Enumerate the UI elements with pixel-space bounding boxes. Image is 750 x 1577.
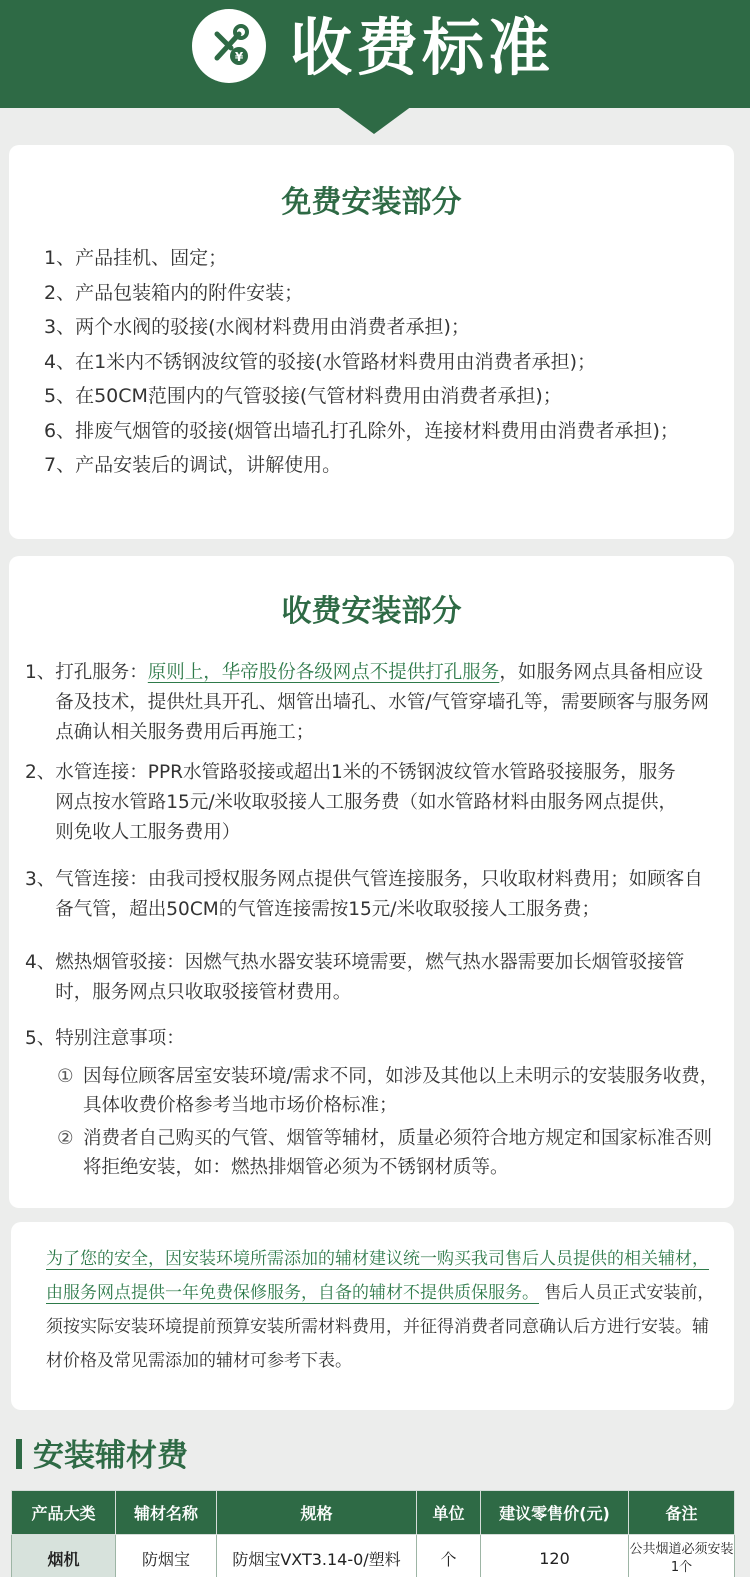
- paid-item-water-pipe: 2、 水管连接：PPR水管路驳接或超出1米的不锈钢波纹管水管路驳接服务，服务网点按水管路15元/米收取驳接人工服务费（如水管路材料由服务网点提供，则免收人工服务费用）: [25, 762, 678, 843]
- paid-item-gas-pipe: 3、 气管连接：由我司授权服务网点提供气管连接服务，只收取材料费用；如顾客自备气管，超出50CM的气管连接需按15元/米收取驳接人工服务费；: [25, 869, 703, 920]
- free-items-list: [44, 241, 724, 483]
- materials-fee-table: [11, 1490, 735, 1577]
- list-item: 7、 产品安装后的调试，讲解使用。: [44, 454, 342, 476]
- materials-section-title: 安装辅材费: [33, 1438, 188, 1474]
- table-cell: 120: [481, 1535, 629, 1577]
- table-row: [12, 1535, 735, 1577]
- table-cell: 防烟宝VXT3.14-0/塑料: [217, 1535, 417, 1577]
- svg-text:¥: ¥: [234, 50, 244, 64]
- table-header-row: [12, 1491, 735, 1535]
- list-item: 5、 在50CM范围内的气管驳接(气管材料费用由消费者承担)；: [44, 385, 562, 407]
- list-item: 4、 在1米内不锈钢波纹管的驳接(水管路材料费用由消费者承担)；: [44, 350, 597, 373]
- page-title: 收费标准: [290, 11, 555, 84]
- paid-installation-card: [9, 556, 734, 1208]
- column-header: 辅材名称: [116, 1491, 217, 1535]
- table-cell: 烟机: [12, 1535, 116, 1577]
- list-item: 1、 产品挂机、固定；: [44, 247, 228, 269]
- table-cell: 公共烟道必须安装1个: [629, 1535, 735, 1577]
- banner-pointer: [336, 106, 412, 134]
- special-note-1: ① 因每位顾客居室安装环境/需求不同，如涉及其他以上未明示的安装服务收费，具体收费价格参考当地市场价格标准；: [57, 1066, 719, 1116]
- list-item: 2、 产品包装箱内的附件安装；: [44, 281, 304, 304]
- notice-text: [46, 1242, 716, 1378]
- special-note-2: ② 消费者自己购买的气管、烟管等辅材，质量必须符合地方规定和国家标准否则将拒绝安装，如：燃热排烟管必须为不锈钢材质等。: [57, 1128, 713, 1178]
- free-installation-card: [9, 145, 734, 539]
- column-header: 单位: [417, 1491, 481, 1535]
- table-cell: 防烟宝: [116, 1535, 217, 1577]
- column-header: 建议零售价(元): [481, 1491, 629, 1535]
- notice-highlight: 为了您的安全，因安装环境所需添加的辅材建议统一购买我司售后人员提供的相关辅材，由服务网点提供一年免费保修服务，自备的辅材不提供质保服务。: [46, 1249, 709, 1303]
- column-header: 产品大类: [12, 1491, 116, 1535]
- notice-card: [11, 1222, 734, 1410]
- paid-section-title: 收费安装部分: [281, 594, 462, 629]
- drilling-policy-highlight: 原则上，华帝股份各级网点不提供打孔服务: [147, 662, 500, 683]
- column-header: 备注: [629, 1491, 735, 1535]
- paid-item-drilling: 1、 打孔服务：原则上，华帝股份各级网点不提供打孔服务，如服务网点具备相应设备及技术，提供灶具开孔、烟管出墙孔、水管/气管穿墙孔等，需要顾客与服务网点确认相关服务费用后再施工；: [25, 662, 710, 743]
- table-cell: 个: [417, 1535, 481, 1577]
- section-accent-bar: [16, 1439, 22, 1469]
- list-item: 3、 两个水阀的驳接(水阀材料费用由消费者承担)；: [44, 316, 470, 338]
- list-item: 6、 排废气烟管的驳接(烟管出墙孔打孔除外，连接材料费用由消费者承担)；: [44, 419, 679, 442]
- notice-body: 售后人员正式安装前，须按实际安装环境提前预算安装所需材料费用，并征得消费者同意确认后方进行安装。辅材价格及常见需添加的辅材可参考下表。: [46, 1283, 715, 1371]
- paid-item-special-notes: 5、 特别注意事项：: [25, 1028, 185, 1049]
- column-header: 规格: [217, 1491, 417, 1535]
- wrench-yuan-icon: [192, 9, 266, 83]
- paid-item-flue-pipe: 4、 燃热烟管驳接：因燃气热水器安装环境需要，燃气热水器需要加长烟管驳接管时，服务网点只收取驳接管材费用。: [25, 952, 685, 1003]
- free-section-title: 免费安装部分: [281, 185, 462, 220]
